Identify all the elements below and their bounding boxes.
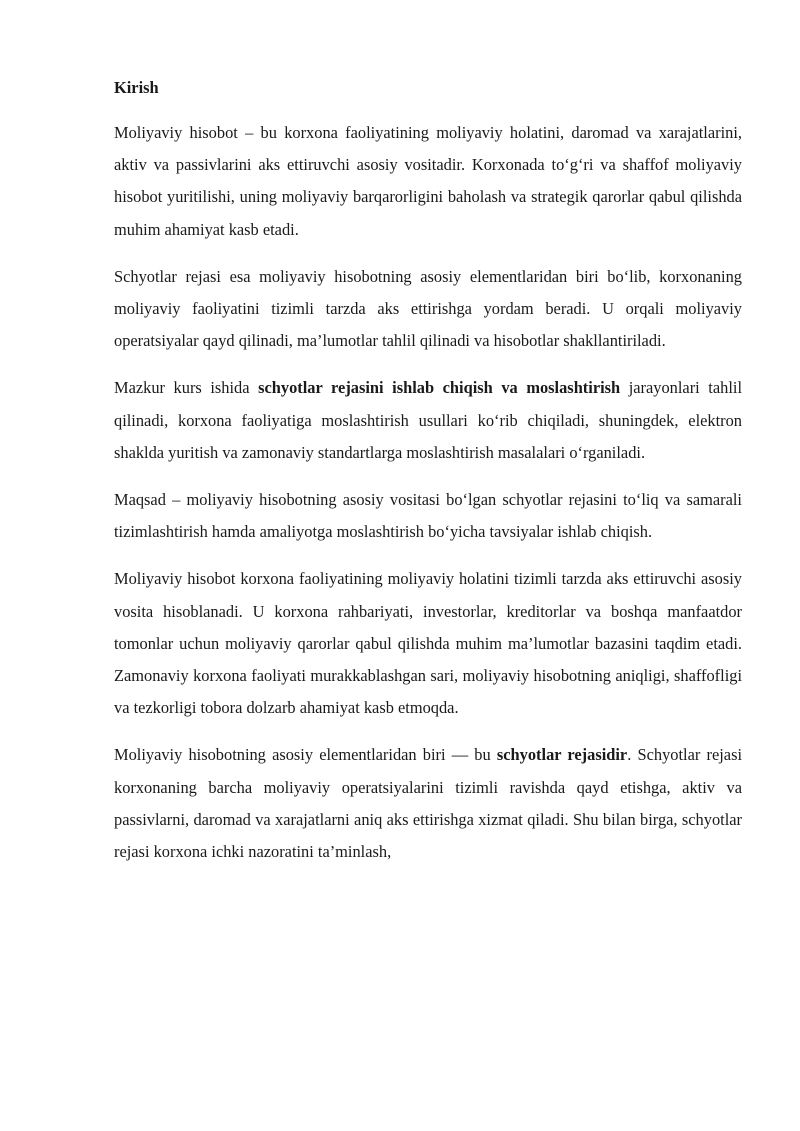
paragraph-3-text-end: jarayonlari tahlil qilinadi, korxona faoliyatiga moslashtirish usullari ko‘rib chiqiladi, shuningdek, elektron shaklda yuritish va zamonaviy standartlarga moslashtirish masalalari o‘rganiladi.	[114, 378, 742, 462]
paragraph-6-text-end: . Schyotlar rejasi korxonaning barcha moliyaviy operatsiyalarini tizimli ravishda qayd etishga, aktiv va passivlarni, daromad va xarajatlarni aniq aks ettirishga xizmat qiladi. Shu bilan birga, schyotlar rejasi korxona ichki nazoratini ta’minlash,	[114, 745, 742, 862]
paragraph-2: Schyotlar rejasi esa moliyaviy hisobotning asosiy elementlaridan biri bo‘lib, korxonaning moliyaviy faoliyatini tizimli tarzda aks ettirishga yordam beradi. U orqali moliyaviy operatsiyalar qayd qilinadi, ma’lumotlar tahlil qilinadi va hisobotlar shakllantiriladi.	[114, 266, 742, 351]
paragraph-3-text-start: Mazkur kurs ishida	[114, 378, 259, 398]
paragraph-3-bold-text: schyotlar rejasini ishlab chiqish va moslashtirish	[258, 378, 621, 398]
paragraph-1: Moliyaviy hisobot – bu korxona faoliyatining moliyaviy holatini, daromad va xarajatlarini, aktiv va passivlarini aks ettiruvchi asosiy vositadir. Korxonada to‘g‘ri va shaffof moliyaviy hisobot yuritilishi, uning moliyaviy barqarorligini baholash va strategik qarorlar qabul qilishda muhim ahamiyat kasb etadi.	[114, 123, 742, 239]
paragraph-4: Maqsad – moliyaviy hisobotning asosiy vositasi bo‘lgan schyotlar rejasini to‘liq va samarali tizimlashtirish hamda amaliyotga moslashtirish bo‘yicha tavsiyalar ishlab chiqish.	[114, 490, 742, 542]
paragraph-6-text-start: Moliyaviy hisobotning asosiy elementlaridan biri — bu	[114, 745, 497, 765]
paragraph-6	[114, 739, 742, 868]
paragraph-6-bold-text: schyotlar rejasidir	[496, 745, 628, 765]
paragraph-5: Moliyaviy hisobot korxona faoliyatining moliyaviy holatini tizimli tarzda aks ettiruvchi asosiy vosita hisoblanadi. U korxona rahbariyati, investorlar, kreditorlar va boshqa manfaatdor tomonlar uchun moliyaviy qarorlar qabul qilishda muhim ma’lumotlar bazasini taqdim etadi. Zamonaviy korxona faoliyati murakkablashgan sari, moliyaviy hisobotning aniqligi, shaffofligi va tezkorligi tobora dolzarb ahamiyat kasb etmoqda.	[114, 569, 742, 718]
section-heading: Kirish	[114, 78, 159, 97]
document-page	[114, 74, 742, 883]
paragraph-3	[114, 372, 742, 469]
